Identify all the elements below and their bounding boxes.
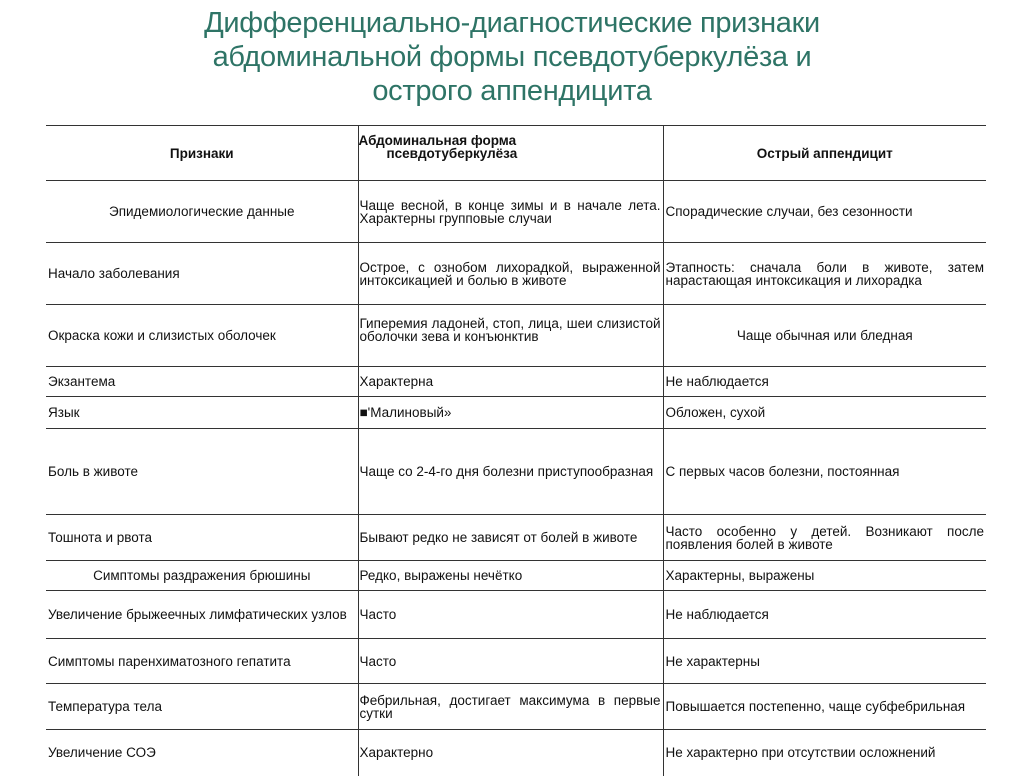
row-sign: Увеличение СОЭ [46,730,358,776]
row-pseudo: Характерна [358,367,663,397]
comparison-table [46,125,986,776]
title-line-3: острого аппендицита [372,75,652,107]
row-sign: Симптомы раздражения брюшины [46,561,358,591]
row-sign: Эпидемиологические данные [46,181,358,243]
row-pseudo: ■'Малиновый» [358,397,663,429]
header-pseudo-line-2: псевдотуберкулёза [386,146,518,161]
row-pseudo: Часто [358,591,663,639]
row-sign: Экзантема [46,367,358,397]
row-appendicitis: Чаще обычная или бледная [663,305,986,367]
row-appendicitis: Не характерно при отсутствии осложнений [663,730,986,776]
table-row [46,367,986,397]
row-sign: Окраска кожи и слизистых оболочек [46,305,358,367]
table-row [46,591,986,639]
header-pseudo-line-1: Абдоминальная форма [358,133,517,148]
row-pseudo: Характерно [358,730,663,776]
table-row [46,515,986,561]
row-appendicitis: Характерны, выражены [663,561,986,591]
row-appendicitis: Спорадические случаи, без сезонности [663,181,986,243]
table-row [46,684,986,730]
row-pseudo: Часто [358,639,663,684]
row-pseudo: Редко, выражены нечётко [358,561,663,591]
row-appendicitis: С первых часов болезни, постоянная [663,429,986,515]
row-appendicitis: Обложен, сухой [663,397,986,429]
table-row [46,305,986,367]
row-pseudo: Чаще весной, в конце зимы и в начале лета. Характерны групповые случаи [358,181,663,243]
title-line-1: Дифференциально-диагностические признаки [204,7,820,39]
table-header-row [46,126,986,181]
row-pseudo: Гиперемия ладоней, стоп, лица, шеи слизистой оболочки зева и конъюнктив [358,305,663,367]
table-row [46,243,986,305]
row-sign: Увеличение брыжеечных лимфатических узлов [46,591,358,639]
row-appendicitis: Этапность: сначала боли в животе, затем нарастающая интоксикация и лихорадка [663,243,986,305]
title-line-2: абдоминальной формы псевдотуберкулёза и [212,41,812,73]
header-signs: Признаки [46,126,358,181]
row-sign: Тошнота и рвота [46,515,358,561]
row-appendicitis: Часто особенно у детей. Возникают после появления болей в животе [663,515,986,561]
row-sign: Боль в животе [46,429,358,515]
header-appendicitis: Острый аппендицит [663,126,986,181]
row-appendicitis: Не наблюдается [663,367,986,397]
row-appendicitis: Не характерны [663,639,986,684]
slide-title [0,6,1024,108]
row-pseudo: Острое, с ознобом лихорадкой, выраженной интоксикацией и болью в животе [358,243,663,305]
row-sign: Начало заболевания [46,243,358,305]
row-sign: Язык [46,397,358,429]
row-pseudo: Чаще со 2-4-го дня болезни приступообразная [358,429,663,515]
row-sign: Симптомы паренхиматозного гепатита [46,639,358,684]
table-row [46,429,986,515]
header-pseudotuberculosis [358,126,663,181]
table-row [46,181,986,243]
row-pseudo: Бывают редко не зависят от болей в животе [358,515,663,561]
table-row [46,561,986,591]
table-row [46,397,986,429]
row-appendicitis: Повышается постепенно, чаще субфебрильная [663,684,986,730]
table-row [46,730,986,776]
row-pseudo: Фебрильная, достигает максимума в первые сутки [358,684,663,730]
row-sign: Температура тела [46,684,358,730]
table-row [46,639,986,684]
row-appendicitis: Не наблюдается [663,591,986,639]
